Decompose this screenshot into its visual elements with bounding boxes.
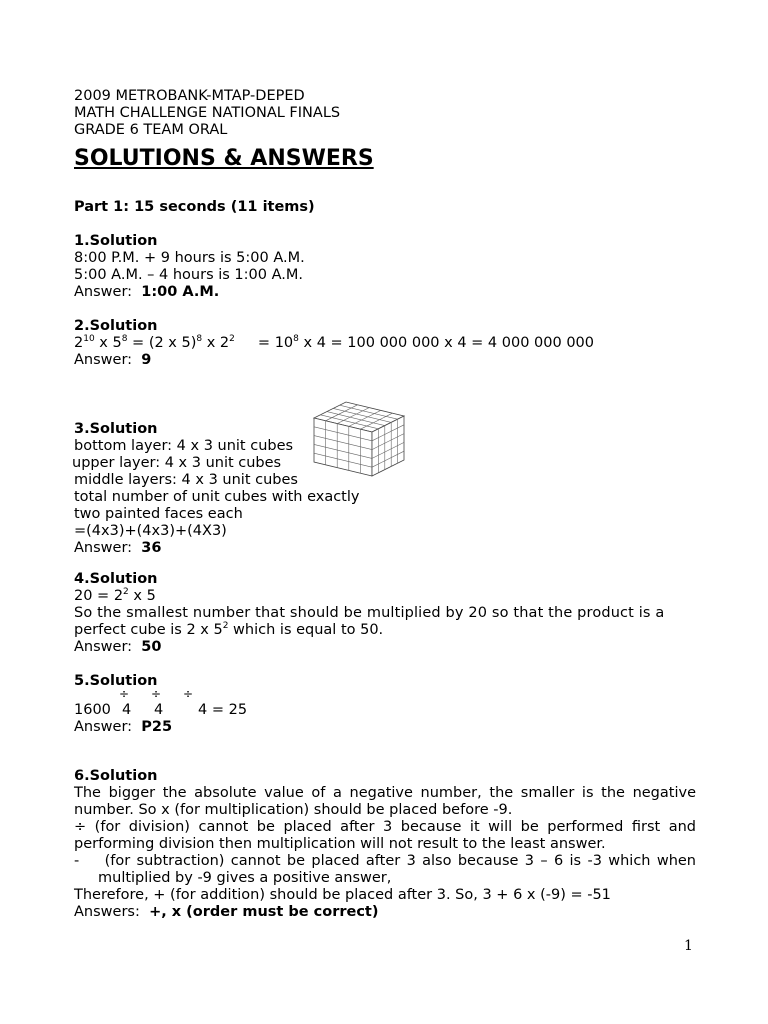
answer-value: +, x (order must be correct) — [149, 904, 379, 920]
solution-5-division — [74, 687, 696, 724]
divide-icon: ÷ — [119, 687, 130, 701]
header-line-2: MATH CHALLENGE NATIONAL FINALS — [74, 105, 341, 121]
solution-3-line-5: two painted faces each — [74, 506, 243, 522]
solution-1-line-2: 5:00 A.M. – 4 hours is 1:00 A.M. — [74, 267, 303, 283]
solution-1-answer — [74, 284, 696, 301]
answer-label: Answer: — [74, 719, 133, 735]
solution-1-heading: 1.Solution — [74, 233, 158, 249]
solution-6-paragraph-3: - (for subtraction) cannot be placed after 3 also because 3 – 6 is -3 which when multiplied by -9 gives a positive answer, — [74, 853, 701, 886]
solution-3-heading: 3.Solution — [74, 421, 158, 437]
solution-3-line-4: total number of unit cubes with exactly — [74, 489, 360, 505]
solution-6 — [74, 768, 701, 921]
solution-2-answer — [74, 352, 696, 369]
operand-2: 4 — [122, 702, 132, 718]
answers-label: Answers: — [74, 904, 140, 920]
solution-6-paragraph-1: The bigger the absolute value of a negative number, the smaller is the negative number. So x (for multiplication) should be placed before -9. — [74, 785, 696, 818]
answer-label: Answer: — [74, 540, 133, 556]
solution-3 — [74, 421, 696, 557]
answer-label: Answer: — [74, 284, 133, 300]
operand-1: 1600 — [74, 702, 111, 718]
solution-6-paragraph-2: ÷ (for division) cannot be placed after 3 because it will be performed first and performing division then multiplication will not result to the least answer. — [74, 819, 696, 852]
solution-4-line-1: $20 = 2^2$ x 5 — [74, 587, 156, 604]
header-line-3: GRADE 6 TEAM ORAL — [74, 122, 228, 138]
page-number: 1 — [684, 938, 693, 954]
operand-3: 4 — [154, 702, 164, 718]
solution-2-equation: $2^{10}$ x $5^8 = (2$ x 5)$^8$ x $2^2$ = $10^8$ x 4 = 100 000 000 x 4 = 4 000 000 000 — [74, 334, 595, 351]
answer-value: 1:00 A.M. — [141, 284, 220, 300]
answer-value: P25 — [141, 719, 173, 735]
answer-label: Answer: — [74, 639, 133, 655]
solution-1-line-1: 8:00 P.M. + 9 hours is 5:00 A.M. — [74, 250, 305, 266]
solution-5 — [74, 673, 696, 736]
solution-4-line-3: perfect cube is 2 x $5^2$ which is equal to 50. — [74, 621, 384, 638]
solution-3-line-3: middle layers: 4 x 3 unit cubes — [74, 472, 298, 488]
divide-icon: ÷ — [151, 687, 162, 701]
header-line-1: 2009 METROBANK-MTAP-DEPED — [74, 88, 305, 104]
solution-1 — [74, 233, 696, 301]
part-heading: Part 1: 15 seconds (11 items) — [74, 199, 315, 215]
solution-4-heading: 4.Solution — [74, 571, 158, 587]
solution-3-line-6: =(4x3)+(4x3)+(4X3) — [74, 523, 227, 539]
solution-3-answer — [74, 540, 696, 557]
solution-4 — [74, 571, 696, 656]
solution-3-line-1: bottom layer: 4 x 3 unit cubes — [74, 438, 294, 454]
answer-label: Answer: — [74, 352, 133, 368]
solution-6-answer — [74, 904, 696, 921]
result: 4 = 25 — [198, 702, 248, 718]
solution-2 — [74, 318, 696, 369]
solution-2-heading: 2.Solution — [74, 318, 158, 334]
answer-value: 9 — [141, 352, 152, 368]
solution-4-answer — [74, 639, 696, 656]
solution-3-line-2: upper layer: 4 x 3 unit cubes — [72, 455, 282, 471]
solution-6-heading: 6.Solution — [74, 768, 158, 784]
solution-5-heading: 5.Solution — [74, 673, 158, 689]
document-header — [74, 88, 696, 139]
solution-4-line-2: So the smallest number that should be multiplied by 20 so that the product is a — [74, 605, 665, 621]
solution-6-paragraph-4: Therefore, + (for addition) should be placed after 3. So, 3 + 6 x (-9) = -51 — [74, 887, 611, 903]
answer-value: 36 — [141, 540, 162, 556]
divide-icon: ÷ — [183, 687, 194, 701]
answer-value: 50 — [141, 639, 162, 655]
page-title: SOLUTIONS & ANSWERS — [74, 146, 374, 171]
